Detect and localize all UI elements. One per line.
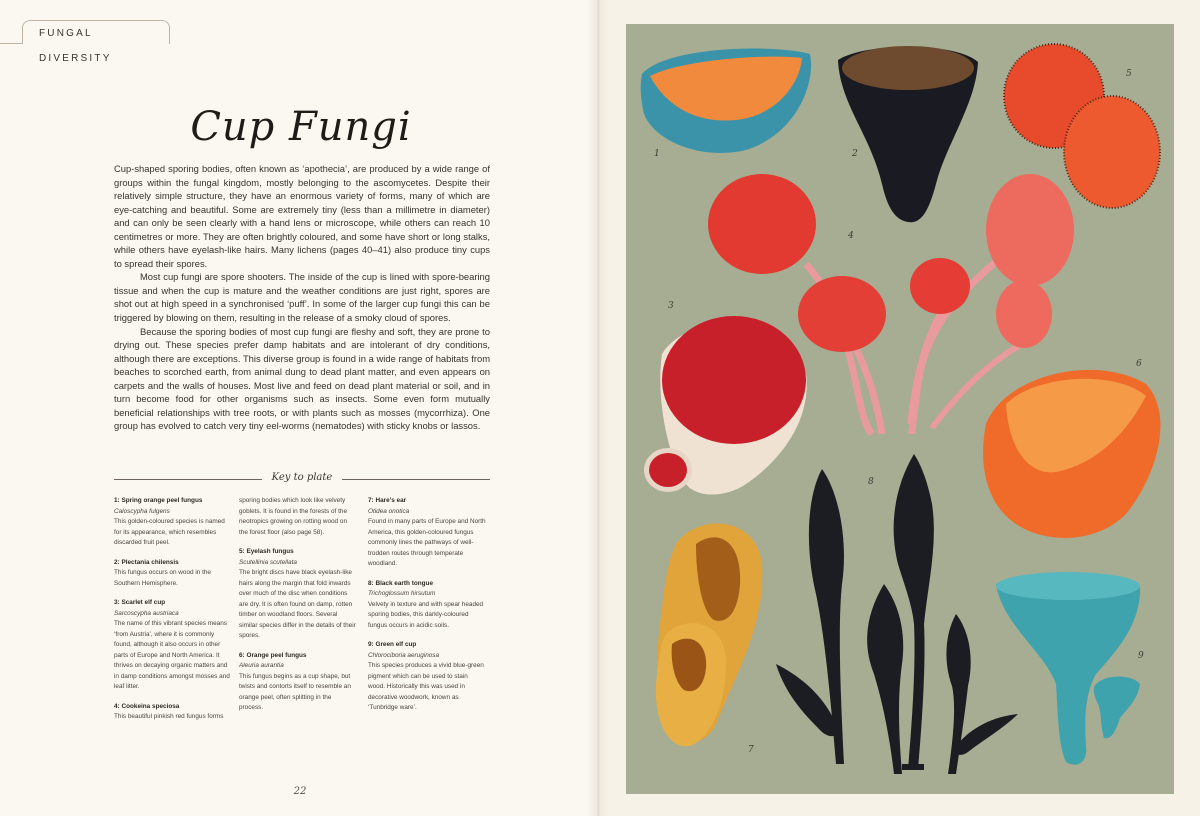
- key-entry-text: This fungus occurs on wood in the Southern Hemisphere.: [114, 569, 211, 587]
- key-entry: [114, 598, 232, 693]
- plate-number: 7: [748, 745, 754, 755]
- key-entry-text: Velvety in texture and with spear headed sporing bodies, this darkly-coloured fungus occurs in acidic soils.: [368, 600, 484, 629]
- plate-number: 6: [1136, 359, 1142, 369]
- divider: [342, 479, 490, 480]
- key-entry-text: This species produces a vivid blue-green pigment which can be used to stain wood. Historically this was used in decorative woodwork, known as ‘Tunbridge ware’.: [368, 662, 484, 711]
- key-entry: [114, 496, 232, 549]
- page-number: 22: [293, 786, 307, 797]
- key-column: [368, 496, 486, 723]
- key-entry-latin-name: Trichoglossum hirsutum: [368, 590, 436, 597]
- key-entry-number: 1:: [114, 497, 120, 504]
- key-entry-latin-name: Scutellinia scutellata: [239, 558, 297, 566]
- key-entry: [368, 640, 486, 714]
- key-entry-name: Spring orange peel fungus: [121, 497, 203, 504]
- key-column: [239, 496, 357, 723]
- intro-paragraph: Because the sporing bodies of most cup fungi are fleshy and soft, they are prone to drying out. These species prefer damp habitats and are intolerant of dry conditions, although there are exceptions. This diverse group is found in a wide range of habitats from beaches to scorched earth, from animal dung to dead plant matter, and even appears on carpets and the walls of houses. Most live and feed on dead plant material or soil, and in turn become food for other organisms such as insects. Some even form mutually beneficial relationships with tree roots, or with plants such as mosses (mycorrhiza). One group has evolved to catch very tiny eel-worms (nematodes) with sticky knobs or lassos.: [114, 325, 490, 432]
- key-entry-number: 3:: [114, 599, 120, 606]
- key-entry-name: Cookeina speciosa: [121, 702, 180, 710]
- key-entry-name: Hare’s ear: [375, 497, 407, 504]
- key-entry-heading: [114, 496, 232, 507]
- plate-number: 8: [868, 477, 874, 487]
- key-entry-text: This golden-coloured species is named for its appearance, which resembles discarded fruit peel.: [114, 518, 225, 546]
- illustration-plate: [626, 24, 1174, 794]
- key-entry-heading: [368, 496, 486, 507]
- hares-ear-illustration: [656, 524, 763, 747]
- key-entry-heading: [114, 558, 232, 569]
- key-entry: [239, 651, 357, 714]
- key-heading-label: Key to plate: [271, 472, 333, 483]
- key-entry-latin-name: Caloscypha fulgens: [114, 507, 170, 515]
- left-page: [0, 0, 598, 816]
- spring-orange-peel-illustration: [641, 49, 811, 153]
- key-entry: [239, 496, 357, 538]
- key-entry-text: sporing bodies which look like velvety goblets. It is found in the forests of the neotropics growing on rotting wood on the forest floor (also page 58).: [239, 497, 347, 536]
- key-entry-number: 6:: [239, 651, 245, 659]
- plate-number: 5: [1126, 69, 1132, 79]
- key-entry: [368, 579, 486, 632]
- intro-paragraph: Most cup fungi are spore shooters. The inside of the cup is lined with spore-bearing tissue and when the cup is mature and the weather conditions are just right, spores are shot out at high speed in a synchronised ‘puff’. In some of the larger cup fungi this can be triggered by blowing on them, resulting in the release of a smoky cloud of spores.: [114, 271, 490, 324]
- plate-number: 1: [654, 149, 660, 159]
- key-column: [114, 496, 232, 732]
- key-entry-text: This beautiful pinkish red fungus forms: [114, 713, 224, 720]
- green-elf-cup-illustration: [996, 572, 1140, 765]
- key-entry-heading: [114, 702, 232, 713]
- plate-number: 9: [1138, 651, 1144, 661]
- section-tab: FUNGAL DIVERSITY: [22, 20, 170, 44]
- key-entry-number: 4:: [114, 702, 120, 710]
- key-entry: [114, 558, 232, 590]
- key-entry-text: This fungus begins as a cup shape, but twists and contorts itself to resemble an orange peel, often splitting in the process.: [239, 672, 351, 711]
- plate-number: 4: [848, 231, 854, 241]
- book-gutter: [586, 0, 610, 816]
- key-entry-latin-name: Chlorociboria aeruginosa: [368, 651, 440, 659]
- key-entry-latin-name: Sarcoscypha austriaca: [114, 609, 179, 617]
- intro-text: [114, 162, 490, 433]
- key-entry-name: Orange peel fungus: [246, 651, 307, 659]
- key-entry-number: 7:: [368, 497, 374, 504]
- plate-number: 3: [668, 301, 674, 311]
- key-entry-latin-name: Otidea onotica: [368, 507, 410, 515]
- key-heading: [114, 472, 490, 486]
- key-entry-latin-name: Aleuria aurantia: [239, 662, 284, 669]
- fungi-illustration: [626, 24, 1174, 794]
- intro-paragraph: Cup-shaped sporing bodies, often known as ‘apothecia’, are produced by a wide range of groups within the fungal kingdom, mostly belonging to the ascomycetes. Despite their relatively simple structure, they have an enormous variety of forms, many of which are eye-catching and beautiful. Some are extremely tiny (less than a millimetre in diameter) and can only be seen clearly with a hand lens or microscope, while others can reach 10 centimetres or more. They are often brightly coloured, and some have short or long stalks, while others have eyelash-like hairs. Many lichens (pages 40–41) also produce tiny cups to spread their spores.: [114, 163, 490, 269]
- key-entry: [368, 496, 486, 570]
- key-entry-text: The name of this vibrant species means ‘from Austria’, where it is commonly found, although it also occurs in other parts of Europe and North America. It thrives on decaying organic matters and in damp conditions amongst mosses and leaf litter.: [114, 620, 230, 690]
- key-entry-text: Found in many parts of Europe and North America, this golden-coloured fungus commonly lines the pathways of well-trodden routes through temperate woodland.: [368, 518, 486, 567]
- key-entry-heading: [239, 547, 357, 558]
- key-entry-name: Plectania chilensis: [121, 558, 179, 566]
- key-entry-number: 5:: [239, 548, 245, 555]
- key-entry-number: 8:: [368, 579, 374, 587]
- key-entry-number: 2:: [114, 558, 120, 566]
- key-entry-heading: [239, 651, 357, 662]
- scarlet-elf-cup-illustration: [644, 316, 807, 495]
- key-entry-heading: [368, 640, 486, 651]
- page-title: Cup Fungi: [190, 104, 412, 150]
- plate-number: 2: [852, 149, 858, 159]
- key-entry-heading: [114, 598, 232, 609]
- key-entry-number: 9:: [368, 641, 374, 648]
- key-entry-name: Green elf cup: [375, 641, 417, 648]
- key-entry-name: Eyelash fungus: [246, 548, 294, 555]
- key-entry-heading: [368, 579, 486, 590]
- key-entry-name: Black earth tongue: [375, 579, 433, 587]
- orange-peel-fungus-illustration: [983, 370, 1160, 538]
- plectania-illustration: [838, 46, 978, 222]
- key-entry: [114, 702, 232, 723]
- key-entry-text: The bright discs have black eyelash-like hairs along the margin that fold inwards over much of the disc when conditions are dry. It is often found on damp, rotten timber on woodland floors. Several similar species differ in the details of their spores.: [239, 569, 356, 639]
- key-entry: [239, 547, 357, 642]
- black-earth-tongue-illustration: [776, 454, 1018, 774]
- key-entry-name: Scarlet elf cup: [121, 599, 166, 606]
- tab-rule: [0, 43, 22, 44]
